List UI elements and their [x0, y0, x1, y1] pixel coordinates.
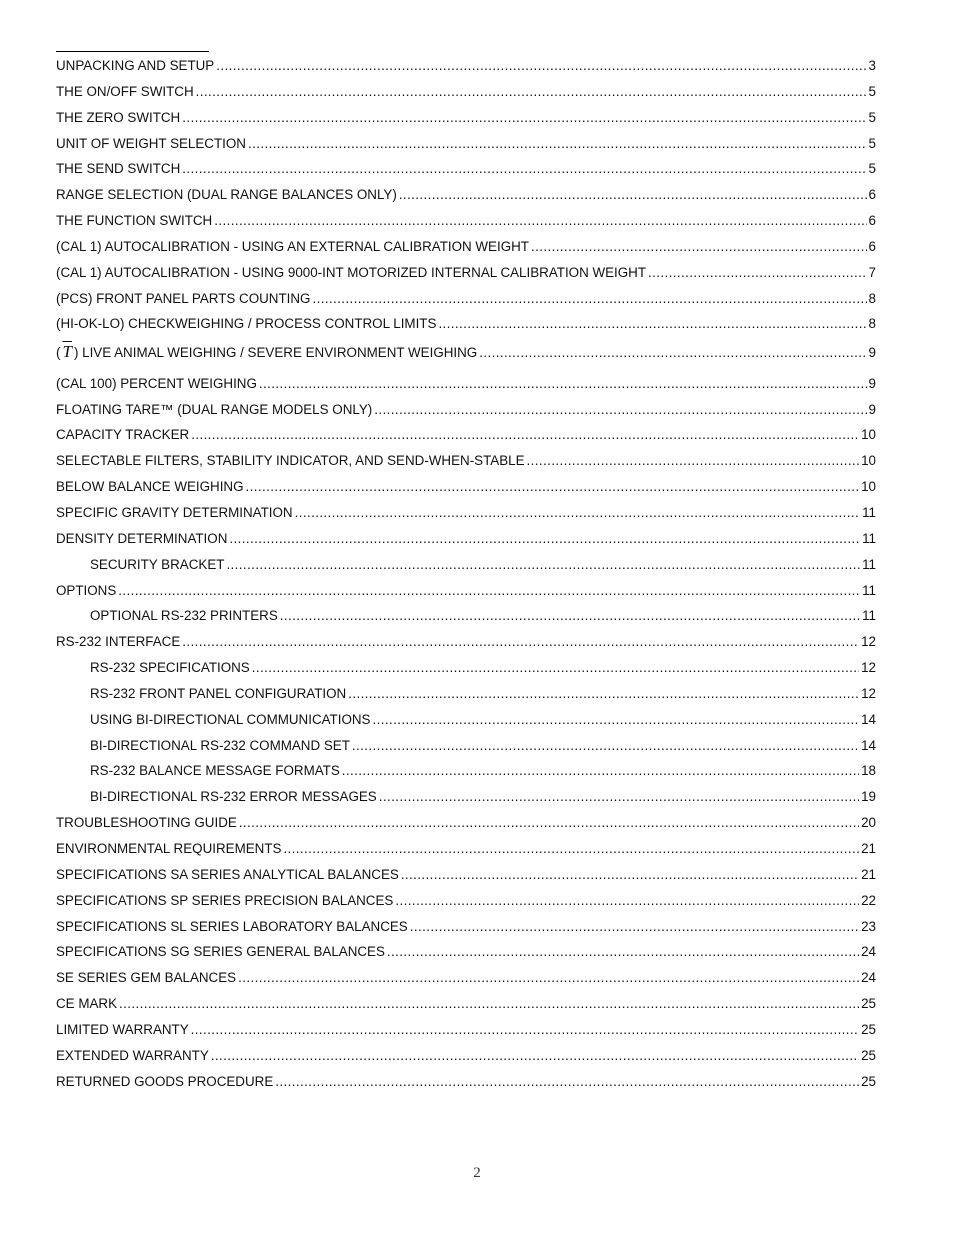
toc-leader-dots	[246, 479, 860, 494]
toc-entry-page: 18	[861, 763, 876, 779]
toc-leader-dots	[280, 608, 860, 623]
toc-leader-dots	[312, 291, 866, 306]
toc-entry-page: 8	[868, 316, 876, 332]
toc-entry-title: ENVIRONMENTAL REQUIREMENTS	[56, 840, 282, 856]
toc-entry-page: 11	[862, 582, 876, 598]
toc-entry[interactable]	[56, 136, 876, 162]
t-bar-symbol-icon: $\overline{T}$	[62, 342, 72, 362]
toc-entry-page: 3	[868, 58, 876, 73]
toc-entry-title: (CAL 1) AUTOCALIBRATION - USING AN EXTERNAL CALIBRATION WEIGHT	[56, 238, 529, 254]
toc-entry-page: 6	[868, 187, 876, 203]
toc-entry-prefix: (	[56, 345, 61, 361]
toc-entry[interactable]	[56, 583, 876, 609]
toc-entry-page: 10	[861, 479, 876, 495]
toc-entry-page: 6	[868, 238, 876, 254]
toc-entry-title: SPECIFIC GRAVITY DETERMINATION	[56, 505, 293, 520]
toc-subentry[interactable]	[56, 763, 876, 789]
toc-entry-page: 25	[861, 1047, 876, 1063]
toc-entry[interactable]	[56, 161, 876, 187]
toc-entry-page: 22	[861, 892, 876, 908]
toc-entry-page: 5	[868, 161, 876, 177]
toc-entry-title: OPTIONAL RS-232 PRINTERS	[90, 608, 278, 624]
toc-entry-title: THE ON/OFF SWITCH	[56, 83, 194, 99]
toc-entry-page: 25	[861, 996, 876, 1012]
toc-subentry[interactable]	[56, 789, 876, 815]
toc-entry-page: 11	[862, 505, 876, 520]
toc-entry[interactable]	[56, 815, 876, 841]
toc-leader-dots	[182, 161, 866, 176]
toc-entry-title-text: ) LIVE ANIMAL WEIGHING / SEVERE ENVIRONMENT WEIGHING	[73, 345, 478, 361]
toc-entry-title: (CAL 100) PERCENT WEIGHING	[56, 375, 257, 391]
toc-leader-dots	[191, 427, 859, 442]
toc-leader-dots	[252, 660, 859, 675]
toc-leader-dots	[438, 316, 866, 331]
toc-entry-page: 9	[868, 345, 876, 361]
toc-leader-dots	[118, 583, 860, 598]
toc-subentry[interactable]	[56, 608, 876, 634]
toc-leader-dots	[211, 1048, 859, 1063]
toc-leader-dots	[374, 402, 866, 417]
toc-entry-title: FLOATING TARE™ (DUAL RANGE MODELS ONLY)	[56, 401, 373, 417]
toc-entry[interactable]	[56, 1048, 876, 1074]
toc-entry-title: DENSITY DETERMINATION	[56, 530, 228, 546]
toc-entry-title: BI-DIRECTIONAL RS-232 COMMAND SET	[90, 737, 350, 753]
page-number: 2	[473, 1165, 481, 1181]
toc-entry-page: 5	[868, 83, 876, 99]
toc-subentry[interactable]	[56, 660, 876, 686]
toc-entry-title: SPECIFICATIONS SP SERIES PRECISION BALANCES	[56, 892, 394, 908]
toc-leader-dots	[342, 763, 859, 778]
toc-entry[interactable]	[56, 634, 876, 660]
toc-leader-dots	[216, 58, 866, 73]
toc-entry[interactable]	[56, 291, 876, 317]
toc-entry-title: SPECIFICATIONS SG SERIES GENERAL BALANCES	[56, 944, 385, 960]
toc-entry-title: SPECIFICATIONS SA SERIES ANALYTICAL BALANCES	[56, 866, 399, 882]
toc-subentry[interactable]	[56, 686, 876, 712]
toc-entry-page: 21	[861, 866, 876, 882]
toc-entry-page: 12	[861, 660, 876, 676]
toc-entry[interactable]	[56, 427, 876, 453]
toc-entry[interactable]	[56, 239, 876, 265]
toc-entry[interactable]	[56, 453, 876, 479]
toc-entry[interactable]	[56, 970, 876, 996]
toc-entry-title: USING BI-DIRECTIONAL COMMUNICATIONS	[90, 711, 371, 727]
toc-entry-page: 6	[868, 213, 876, 229]
toc-leader-dots	[410, 919, 859, 934]
toc-entry[interactable]	[56, 316, 876, 342]
toc-entry-page: 10	[861, 453, 876, 469]
toc-entry-page: 7	[868, 264, 876, 280]
toc-leader-dots	[387, 944, 859, 959]
toc-entry-title: LIMITED WARRANTY	[56, 1021, 189, 1037]
toc-entry-title: SECURITY BRACKET	[90, 556, 225, 572]
toc-entry-title: CE MARK	[56, 996, 118, 1012]
toc-entry-title: BELOW BALANCE WEIGHING	[56, 479, 244, 495]
toc-entry-title: RETURNED GOODS PROCEDURE	[56, 1073, 274, 1089]
toc-entry[interactable]	[56, 376, 876, 402]
toc-leader-dots	[283, 841, 859, 856]
toc-entry-title: RS-232 BALANCE MESSAGE FORMATS	[90, 763, 340, 779]
toc-entry-title: RS-232 INTERFACE	[56, 634, 181, 650]
toc-entry[interactable]	[56, 110, 876, 136]
toc-entry-title: (HI-OK-LO) CHECKWEIGHING / PROCESS CONTROL LIMITS	[56, 316, 437, 332]
toc-entry-title: SPECIFICATIONS SL SERIES LABORATORY BALANCES	[56, 918, 408, 934]
toc-leader-dots	[238, 970, 859, 985]
toc-entry[interactable]	[56, 944, 876, 970]
toc-leader-dots	[229, 531, 860, 546]
toc-leader-dots	[401, 867, 859, 882]
toc-entry-title: RS-232 FRONT PANEL CONFIGURATION	[90, 685, 347, 701]
toc-entry-title: CAPACITY TRACKER	[56, 427, 190, 443]
toc-entry-page: 9	[868, 375, 876, 391]
toc-leader-dots	[395, 893, 859, 908]
toc-entry-page: 9	[868, 401, 876, 417]
toc-entry-page: 21	[861, 840, 876, 856]
toc-leader-dots	[259, 376, 867, 391]
toc-entry-title: UNIT OF WEIGHT SELECTION	[56, 135, 246, 151]
toc-entry[interactable]	[56, 479, 876, 505]
toc-leader-dots	[348, 686, 859, 701]
toc-entry-page: 5	[868, 135, 876, 151]
toc-leader-dots	[379, 789, 859, 804]
toc-entry-page: 12	[861, 685, 876, 701]
toc-entry-page: 25	[861, 1073, 876, 1089]
toc-entry-page: 11	[862, 530, 876, 546]
toc-entry[interactable]	[56, 841, 876, 867]
toc-entry-page: 11	[862, 608, 876, 624]
toc-leader-dots	[295, 505, 861, 520]
toc-entry-title: OPTIONS	[56, 582, 117, 598]
toc-leader-dots	[372, 712, 859, 727]
toc-entry-page: 19	[861, 789, 876, 805]
toc-entry-title: (CAL 1) AUTOCALIBRATION - USING 9000-INT MOTORIZED INTERNAL CALIBRATION WEIGHT	[56, 264, 647, 280]
toc-entry-title: RS-232 SPECIFICATIONS	[90, 660, 250, 676]
toc-entry-page: 20	[861, 815, 876, 831]
toc-entry[interactable]	[56, 1022, 876, 1048]
toc-entry-title: THE ZERO SWITCH	[56, 109, 181, 125]
toc-leader-dots	[214, 213, 866, 228]
toc-entry[interactable]	[56, 1074, 876, 1100]
toc-entry-title: (PCS) FRONT PANEL PARTS COUNTING	[56, 290, 311, 306]
toc-entry[interactable]	[56, 58, 876, 84]
toc-entry-page: 10	[861, 427, 876, 443]
toc-entry-title: SE SERIES GEM BALANCES	[56, 970, 237, 986]
toc-subentry[interactable]	[56, 738, 876, 764]
toc-entry-title: THE FUNCTION SWITCH	[56, 213, 213, 229]
toc-leader-dots	[226, 557, 860, 572]
toc-entry[interactable]	[56, 505, 876, 531]
toc-entry-page: 23	[861, 918, 876, 934]
toc-leader-dots	[239, 815, 859, 830]
toc-leader-dots	[479, 345, 866, 360]
toc-leader-dots	[527, 453, 860, 468]
toc-entry[interactable]	[56, 187, 876, 213]
toc-subentry[interactable]	[56, 712, 876, 738]
toc-entry[interactable]	[56, 996, 876, 1022]
toc-entry-title: SELECTABLE FILTERS, STABILITY INDICATOR, AND SEND-WHEN-STABLE	[56, 453, 525, 469]
toc-leader-dots	[399, 187, 867, 202]
toc-entry[interactable]	[56, 213, 876, 239]
toc-entry-title	[56, 342, 477, 362]
toc-leader-dots	[352, 738, 859, 753]
toc-leader-dots	[182, 634, 859, 649]
toc-entry-page: 14	[861, 737, 876, 753]
toc-entry-page: 25	[861, 1021, 876, 1037]
toc-entry-title: EXTENDED WARRANTY	[56, 1047, 209, 1063]
toc-entry-page: 12	[861, 634, 876, 650]
toc-entry-page: 24	[861, 970, 876, 986]
toc-entry[interactable]	[56, 402, 876, 428]
toc-entry[interactable]	[56, 867, 876, 893]
table-of-contents	[56, 58, 876, 1099]
toc-leader-dots	[119, 996, 859, 1011]
toc-leader-dots	[196, 84, 867, 99]
toc-entry-page: 24	[861, 944, 876, 960]
toc-leader-dots	[182, 110, 866, 125]
toc-entry-title: RANGE SELECTION (DUAL RANGE BALANCES ONLY)	[56, 187, 397, 203]
toc-entry[interactable]	[56, 531, 876, 557]
toc-entry-page: 11	[862, 556, 876, 572]
toc-entry[interactable]	[56, 342, 876, 376]
toc-leader-dots	[248, 136, 867, 151]
toc-leader-dots	[191, 1022, 859, 1037]
toc-entry-title: BI-DIRECTIONAL RS-232 ERROR MESSAGES	[90, 789, 377, 805]
toc-entry-title: TROUBLESHOOTING GUIDE	[56, 815, 237, 831]
toc-entry[interactable]	[56, 893, 876, 919]
toc-leader-dots	[648, 265, 867, 280]
toc-entry[interactable]	[56, 84, 876, 110]
toc-entry-page: 8	[868, 290, 876, 306]
toc-entry-page: 5	[868, 109, 876, 125]
toc-entry-page: 14	[861, 711, 876, 727]
toc-leader-dots	[531, 239, 867, 254]
toc-subentry[interactable]	[56, 557, 876, 583]
toc-entry-title: THE SEND SWITCH	[56, 161, 181, 177]
toc-leader-dots	[275, 1074, 859, 1089]
toc-entry[interactable]	[56, 919, 876, 945]
toc-entry[interactable]	[56, 265, 876, 291]
toc-entry-title: UNPACKING AND SETUP	[56, 58, 215, 73]
header-rule	[56, 51, 209, 52]
